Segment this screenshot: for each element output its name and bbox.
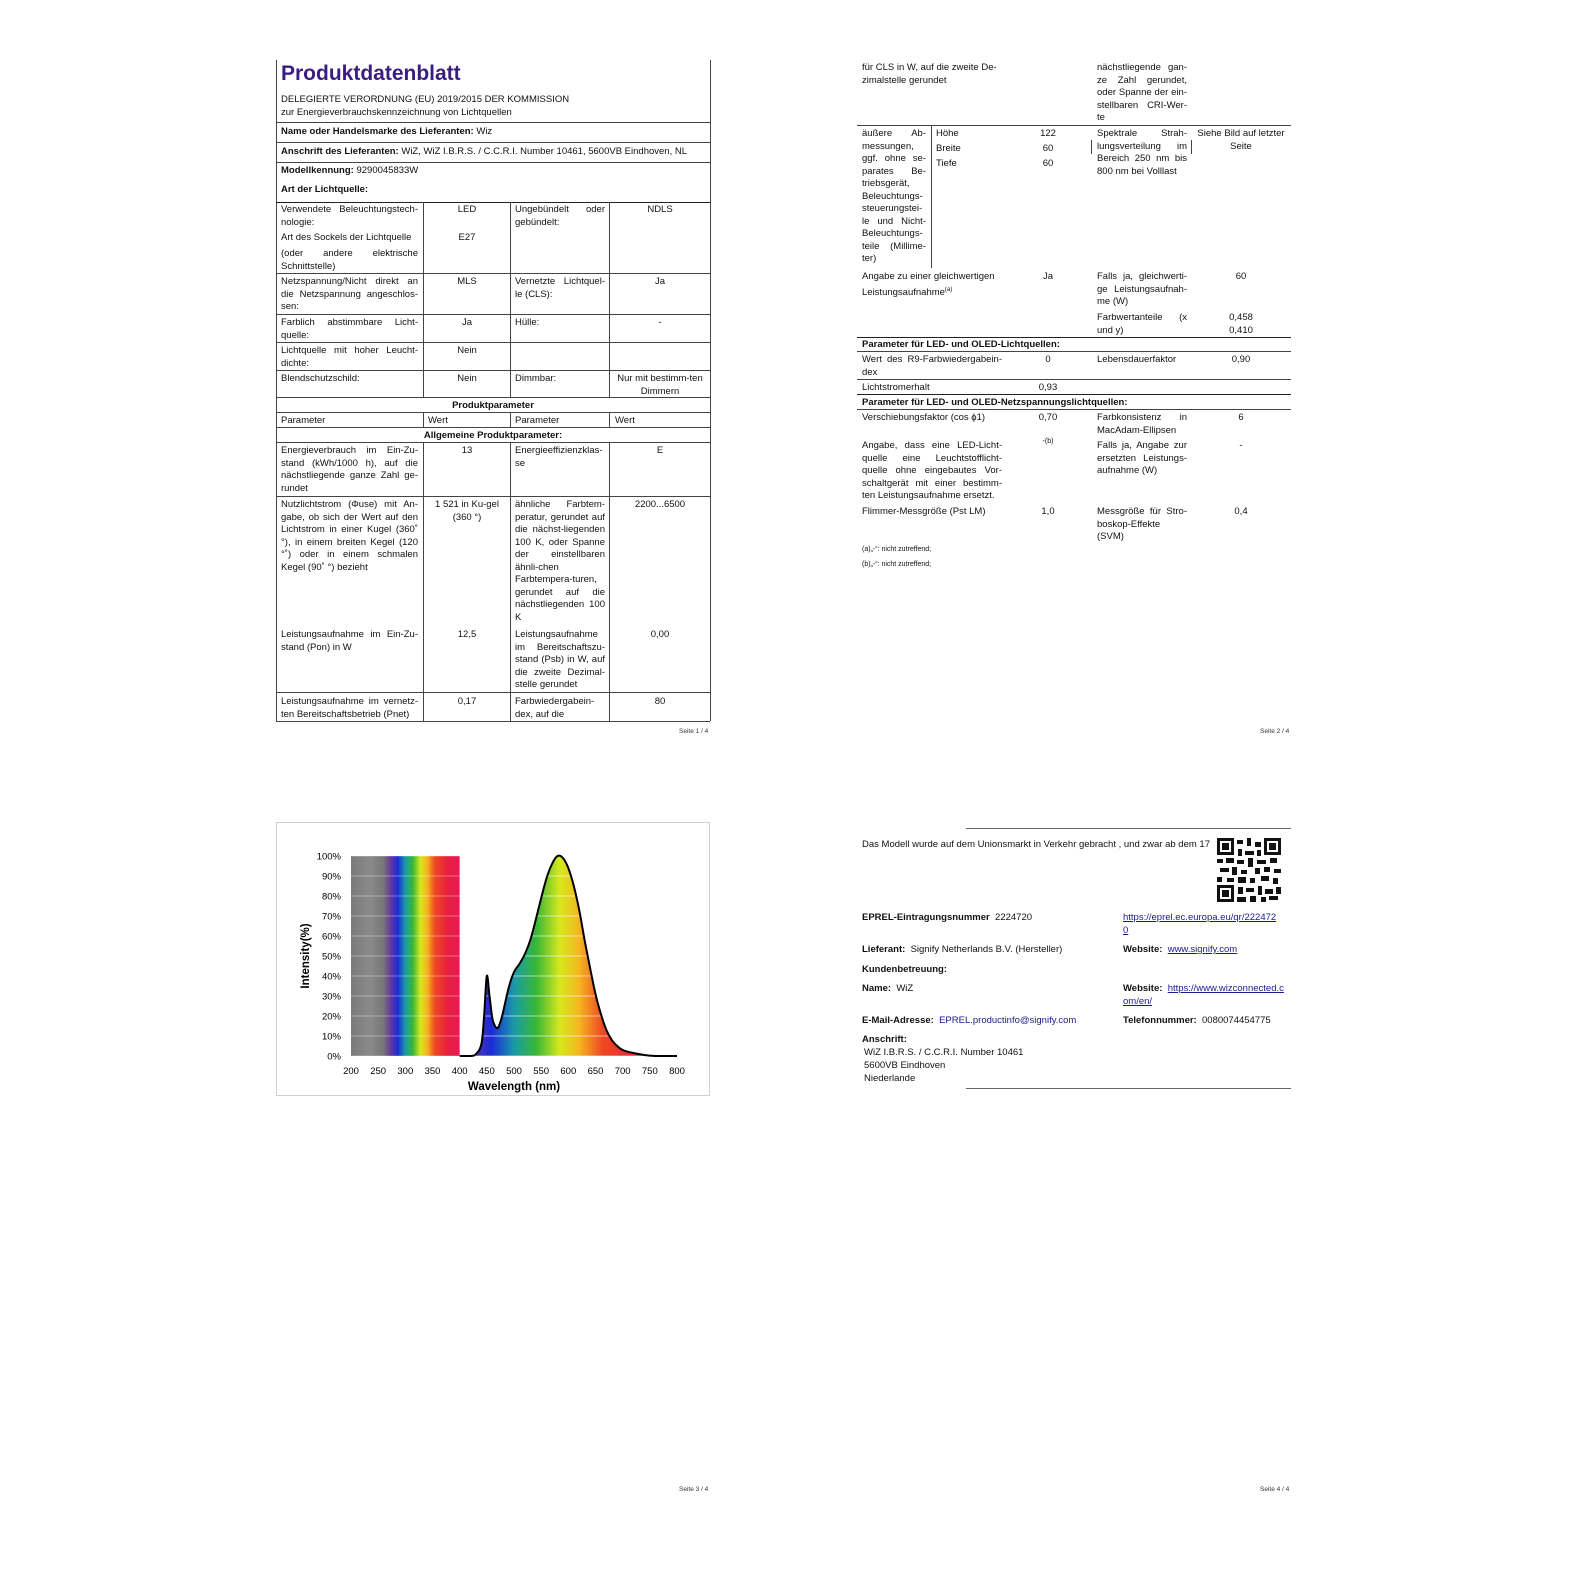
footnote-a: (a)„-“: nicht zutreffend; xyxy=(862,546,932,553)
supplier-name-label: Name oder Handelsmarke des Lieferanten: xyxy=(281,126,474,137)
cell-chromaticity-label: Farbwertanteile (x und y) xyxy=(1097,312,1187,336)
email-value[interactable]: EPREL.productinfo@signify.com xyxy=(939,1015,1077,1026)
supplier-address-label: Anschrift des Lieferanten: xyxy=(281,146,399,157)
x-tick-label: 250 xyxy=(370,1066,387,1077)
cell-envelope-label: Hülle: xyxy=(515,317,540,328)
cell-dimmable-value: Nur mit bestimm-ten Dimmern xyxy=(617,373,703,397)
cell-cri-continued: nächstliegende gan-ze Zahl gerundet, oder Spanne der ein-stellbaren CRI-Wer-te xyxy=(1097,62,1187,123)
x-tick-label: 500 xyxy=(506,1066,522,1077)
cell-width-value: 60 xyxy=(1042,143,1054,154)
cell-cct-value: 2200...6500 xyxy=(634,499,686,510)
cell-tunable-value: Ja xyxy=(461,317,473,328)
col-param-2: Parameter xyxy=(515,415,560,426)
customer-service-label: Kundenbetreuung: xyxy=(862,964,947,975)
cell-equiv-power-value: 60 xyxy=(1235,271,1247,282)
y-tick-label: 10% xyxy=(321,1031,341,1043)
service-name-label: Name: xyxy=(862,983,892,994)
document-title: Produktdatenblatt xyxy=(281,62,461,85)
cell-pon-value: 12,5 xyxy=(457,629,477,640)
cell-cct-label: ähnliche Farbtem-peratur, gerundet auf die nächst-liegenden 100 K, oder Spanne der einstellbaren ähnli-chen Farbtempera-turen, gerundet auf die nächstliegenden 100 K xyxy=(515,499,605,623)
y-tick-label: 90% xyxy=(321,871,341,883)
cell-pnet-continued: für CLS in W, auf die zweite De-zimalstelle gerundet xyxy=(862,62,997,86)
eprel-value: 2224720 xyxy=(995,912,1033,923)
cell-energy-label: Energieverbrauch im Ein-Zu-stand (kWh/1000 h), auf die nächstliegende ganze Zahl ge-rundet xyxy=(281,445,418,494)
x-tick-label: 550 xyxy=(533,1066,550,1077)
col-value-2: Wert xyxy=(615,415,635,426)
model-row xyxy=(281,165,418,178)
y-tick-label: 100% xyxy=(316,851,341,863)
y-tick-label: 30% xyxy=(321,991,341,1003)
cell-psb-label: Leistungsaufnahme im Bereitschaftszu-stand (Psb) in W, auf die zweite Dezimal-stelle gerundet xyxy=(515,629,605,690)
cell-chromaticity-value: 0,458 0,410 xyxy=(1229,312,1253,336)
cell-stroboscopic-label: Messgröße für Stro-boskop-Effekte (SVM) xyxy=(1097,506,1187,542)
cell-fluorescent-label: Angabe, dass eine LED-Licht-quelle eine Leuchtstofflicht-quelle ohne eingebautes Vor-schaltgerät mit einer bestimm-ten Leistungsaufnahme ersetzt. xyxy=(862,440,1002,501)
cell-equiv-label-text: Angabe zu einer gleichwertigen Leistungsaufnahme xyxy=(862,271,995,298)
x-tick-label: 700 xyxy=(614,1066,631,1077)
cell-technology-value: LED xyxy=(457,204,477,215)
eprel-row xyxy=(862,912,1032,925)
eprel-link[interactable]: https://eprel.ec.europa.eu/qr/2224720 xyxy=(1123,912,1277,936)
supplier-row xyxy=(862,944,1062,957)
phone-row xyxy=(1123,1015,1271,1028)
cell-equiv-label xyxy=(862,271,1012,299)
cell-cls-value: Ja xyxy=(654,276,666,287)
x-tick-label: 450 xyxy=(478,1066,495,1077)
regulation-text: DELEGIERTE VERORDNUNG (EU) 2019/2015 DER KOMMISSION zur Energieverbrauchskennzeichnung von Lichtquellen xyxy=(281,94,570,118)
cell-cap-value: E27 xyxy=(458,232,476,243)
cell-spd-value: Siehe Bild auf letzter Seite xyxy=(1197,128,1285,152)
page-number: Seite 2 / 4 xyxy=(1260,728,1290,735)
cell-antiglare-value: Nein xyxy=(457,373,477,384)
cell-spd-label: Spektrale Strah-lungsverteilung im Bereich 250 nm bis 800 nm bei Volllast xyxy=(1097,128,1187,177)
x-tick-label: 200 xyxy=(343,1066,359,1077)
email-label: E-Mail-Adresse: xyxy=(862,1015,934,1026)
mains-params-header: Parameter für LED- und OLED-Netzspannungslichtquellen: xyxy=(862,397,1128,408)
y-tick-label: 50% xyxy=(321,951,341,963)
supplier-address-row xyxy=(281,146,687,159)
supplier-address-value: WiZ, WiZ I.B.R.S. / C.C.R.I. Number 10461, 5600VB Eindhoven, NL xyxy=(401,146,687,157)
page-number: Seite 4 / 4 xyxy=(1260,1486,1290,1493)
cell-class-value: E xyxy=(656,445,664,456)
cell-cos-value: 0,70 xyxy=(1038,412,1058,423)
cell-depth-label: Tiefe xyxy=(936,158,957,169)
cell-flux-label: Nutzlichtstrom (Φuse) mit An-gabe, ob sich der Wert auf den Lichtstrom in einer Kugel (360˚ °), in einem breiten Kegel (120 °˚) oder in einem schmalen Kegel (90˚ °) bezieht xyxy=(281,499,418,573)
cell-cls-label: Vernetzte Lichtquel-le (CLS): xyxy=(515,276,605,300)
cell-cri-label: Farbwiedergabein-dex, auf die xyxy=(515,696,595,720)
cell-cap-label: Art des Sockels der Lichtquelle xyxy=(281,232,412,243)
cell-flux-value: 1 521 in Ku-gel (360 °) xyxy=(435,499,499,523)
footnote-b: (b)„-“: nicht zutreffend; xyxy=(862,561,932,568)
cell-cri-value: 80 xyxy=(654,696,666,707)
cell-r9-label: Wert des R9-Farbwiedergabein-dex xyxy=(862,354,1002,378)
x-tick-label: 800 xyxy=(669,1066,685,1077)
cell-tunable-label: Farblich abstimmbare Licht-quelle: xyxy=(281,317,418,341)
led-params-header: Parameter für LED- und OLED-Lichtquellen: xyxy=(862,339,1060,350)
page-number: Seite 3 / 4 xyxy=(679,1486,709,1493)
page-number: Seite 1 / 4 xyxy=(679,728,709,735)
cell-antiglare-label: Blendschutzschild: xyxy=(281,373,360,384)
x-tick-label: 750 xyxy=(641,1066,658,1077)
cell-survival-label: Lebensdauerfaktor xyxy=(1097,354,1177,365)
cell-envelope-value: - xyxy=(658,317,662,328)
qr-code[interactable] xyxy=(1217,838,1281,902)
cell-equiv-value: Ja xyxy=(1042,271,1054,282)
spectrum-chart-frame xyxy=(276,822,710,1096)
cell-replaced-power-label: Falls ja, Angabe zur ersetzten Leistungs-aufnahme (W) xyxy=(1097,440,1187,476)
cell-replaced-power-value: - xyxy=(1239,440,1243,451)
service-name-row xyxy=(862,983,913,996)
cell-dimensions-label: äußere Ab-messungen, ggf. ohne se-parates Be-triebsgerät, Beleuchtungs-steuerungstei-le und Nicht-Beleuchtungs-teile (Millime-ter) xyxy=(862,128,926,264)
cell-psb-value: 0,00 xyxy=(650,629,670,640)
cell-technology-label: Verwendete Beleuchtungstech-nologie: xyxy=(281,204,418,228)
x-tick-label: 650 xyxy=(587,1066,604,1077)
y-tick-label: 20% xyxy=(321,1011,341,1023)
website-row-2 xyxy=(1123,983,1288,1008)
x-tick-label: 350 xyxy=(424,1066,441,1077)
cell-stroboscopic-value: 0,4 xyxy=(1234,506,1248,517)
cell-flicker-label: Flimmer-Messgröße (Pst LM) xyxy=(862,506,986,517)
cell-lumen-label: Lichtstromerhalt xyxy=(862,382,930,393)
eprel-label: EPREL-Eintragungsnummer xyxy=(862,912,990,923)
col-param-1: Parameter xyxy=(281,415,326,426)
cell-mains-label: Netzspannung/Nicht direkt an die Netzspannung angeschlos-sen: xyxy=(281,276,418,312)
address-line-2: 5600VB Eindhoven xyxy=(864,1060,946,1071)
spectrum-chart xyxy=(277,823,709,1095)
cell-flicker-value: 1,0 xyxy=(1041,506,1055,517)
phone-label: Telefonnummer: xyxy=(1123,1015,1197,1026)
cell-dimmable-label: Dimmbar: xyxy=(515,373,557,384)
y-tick-label: 80% xyxy=(321,891,341,903)
wiz-website-link[interactable]: https://www.wizconnected.com/en/ xyxy=(1123,983,1284,1007)
address-label: Anschrift: xyxy=(862,1034,907,1045)
supplier-label: Lieferant: xyxy=(862,944,906,955)
cell-width-label: Breite xyxy=(936,143,961,154)
cell-depth-value: 60 xyxy=(1042,158,1054,169)
cell-pnet-value: 0,17 xyxy=(457,696,477,707)
y-tick-label: 70% xyxy=(321,911,341,923)
cell-macadam-value: 6 xyxy=(1238,412,1244,423)
eprel-link-container xyxy=(1123,912,1278,937)
supplier-name-row xyxy=(281,126,492,139)
y-tick-label: 40% xyxy=(321,971,341,983)
cell-equiv-power-label: Falls ja, gleichwerti-ge Leistungsaufnah-me (W) xyxy=(1097,271,1187,307)
model-label: Modellkennung: xyxy=(281,165,354,176)
y-tick-label: 0% xyxy=(327,1051,341,1063)
cell-pon-label: Leistungsaufnahme im Ein-Zu-stand (Pon) in W xyxy=(281,629,418,653)
phone-value: 0080074454775 xyxy=(1202,1015,1271,1026)
cell-lumen-value: 0,93 xyxy=(1038,382,1058,393)
cell-macadam-label: Farbkonsistenz in MacAdam-Ellipsen xyxy=(1097,412,1187,436)
general-parameters-header: Allgemeine Produktparameter: xyxy=(423,430,563,441)
x-axis-label: Wavelength (nm) xyxy=(467,1081,561,1093)
x-tick-label: 300 xyxy=(397,1066,414,1077)
footnote-a-ref: (a) xyxy=(944,286,953,293)
website-label-2: Website: xyxy=(1123,983,1163,994)
supplier-name-value: Wiz xyxy=(476,126,493,137)
cell-height-value: 122 xyxy=(1040,128,1056,139)
light-source-type-label: Art der Lichtquelle: xyxy=(281,184,369,195)
cell-directional-value: NDLS xyxy=(647,204,673,215)
x-tick-label: 400 xyxy=(451,1066,468,1077)
cell-cap-note: (oder andere elektrische Schnittstelle) xyxy=(281,248,418,272)
cell-height-label: Höhe xyxy=(936,128,959,139)
service-name-value: WiZ xyxy=(896,983,914,994)
address-line-1: WiZ I.B.R.S. / C.C.R.I. Number 10461 xyxy=(864,1047,1024,1058)
cell-mains-value: MLS xyxy=(457,276,477,287)
x-tick-label: 600 xyxy=(560,1066,577,1077)
website-label-1: Website: xyxy=(1123,944,1163,955)
market-intro-text: Das Modell wurde auf dem Unionsmarkt in Verkehr gebracht , und zwar ab dem 17 xyxy=(862,839,1210,850)
cell-class-label: Energieeffizienzklas-se xyxy=(515,445,603,469)
cell-r9-value: 0 xyxy=(1045,354,1051,365)
cell-hl-value: Nein xyxy=(457,345,477,356)
y-axis-label: Intensity(%) xyxy=(300,923,312,989)
product-parameters-header: Produktparameter xyxy=(452,400,534,411)
supplier-value: Signify Netherlands B.V. (Hersteller) xyxy=(910,944,1063,955)
cell-energy-value: 13 xyxy=(461,445,473,456)
signify-website-link[interactable]: www.signify.com xyxy=(1167,944,1238,955)
cell-cos-label: Verschiebungsfaktor (cos ϕ1) xyxy=(862,412,986,423)
cell-directional-label: Ungebündelt oder gebündelt: xyxy=(515,204,605,228)
cell-pnet-label: Leistungsaufnahme im vernetz-ten Bereitschaftsbetrieb (Pnet) xyxy=(281,696,418,720)
website-row-1 xyxy=(1123,944,1237,957)
email-row xyxy=(862,1015,1076,1028)
address-line-3: Niederlande xyxy=(864,1073,916,1084)
cell-survival-value: 0,90 xyxy=(1231,354,1251,365)
model-value: 9290045833W xyxy=(356,165,419,176)
y-tick-label: 60% xyxy=(321,931,341,943)
col-value-1: Wert xyxy=(428,415,448,426)
cell-hl-label: Lichtquelle mit hoher Leucht-dichte: xyxy=(281,345,418,369)
cell-fluorescent-value: -(b) xyxy=(1042,438,1054,445)
